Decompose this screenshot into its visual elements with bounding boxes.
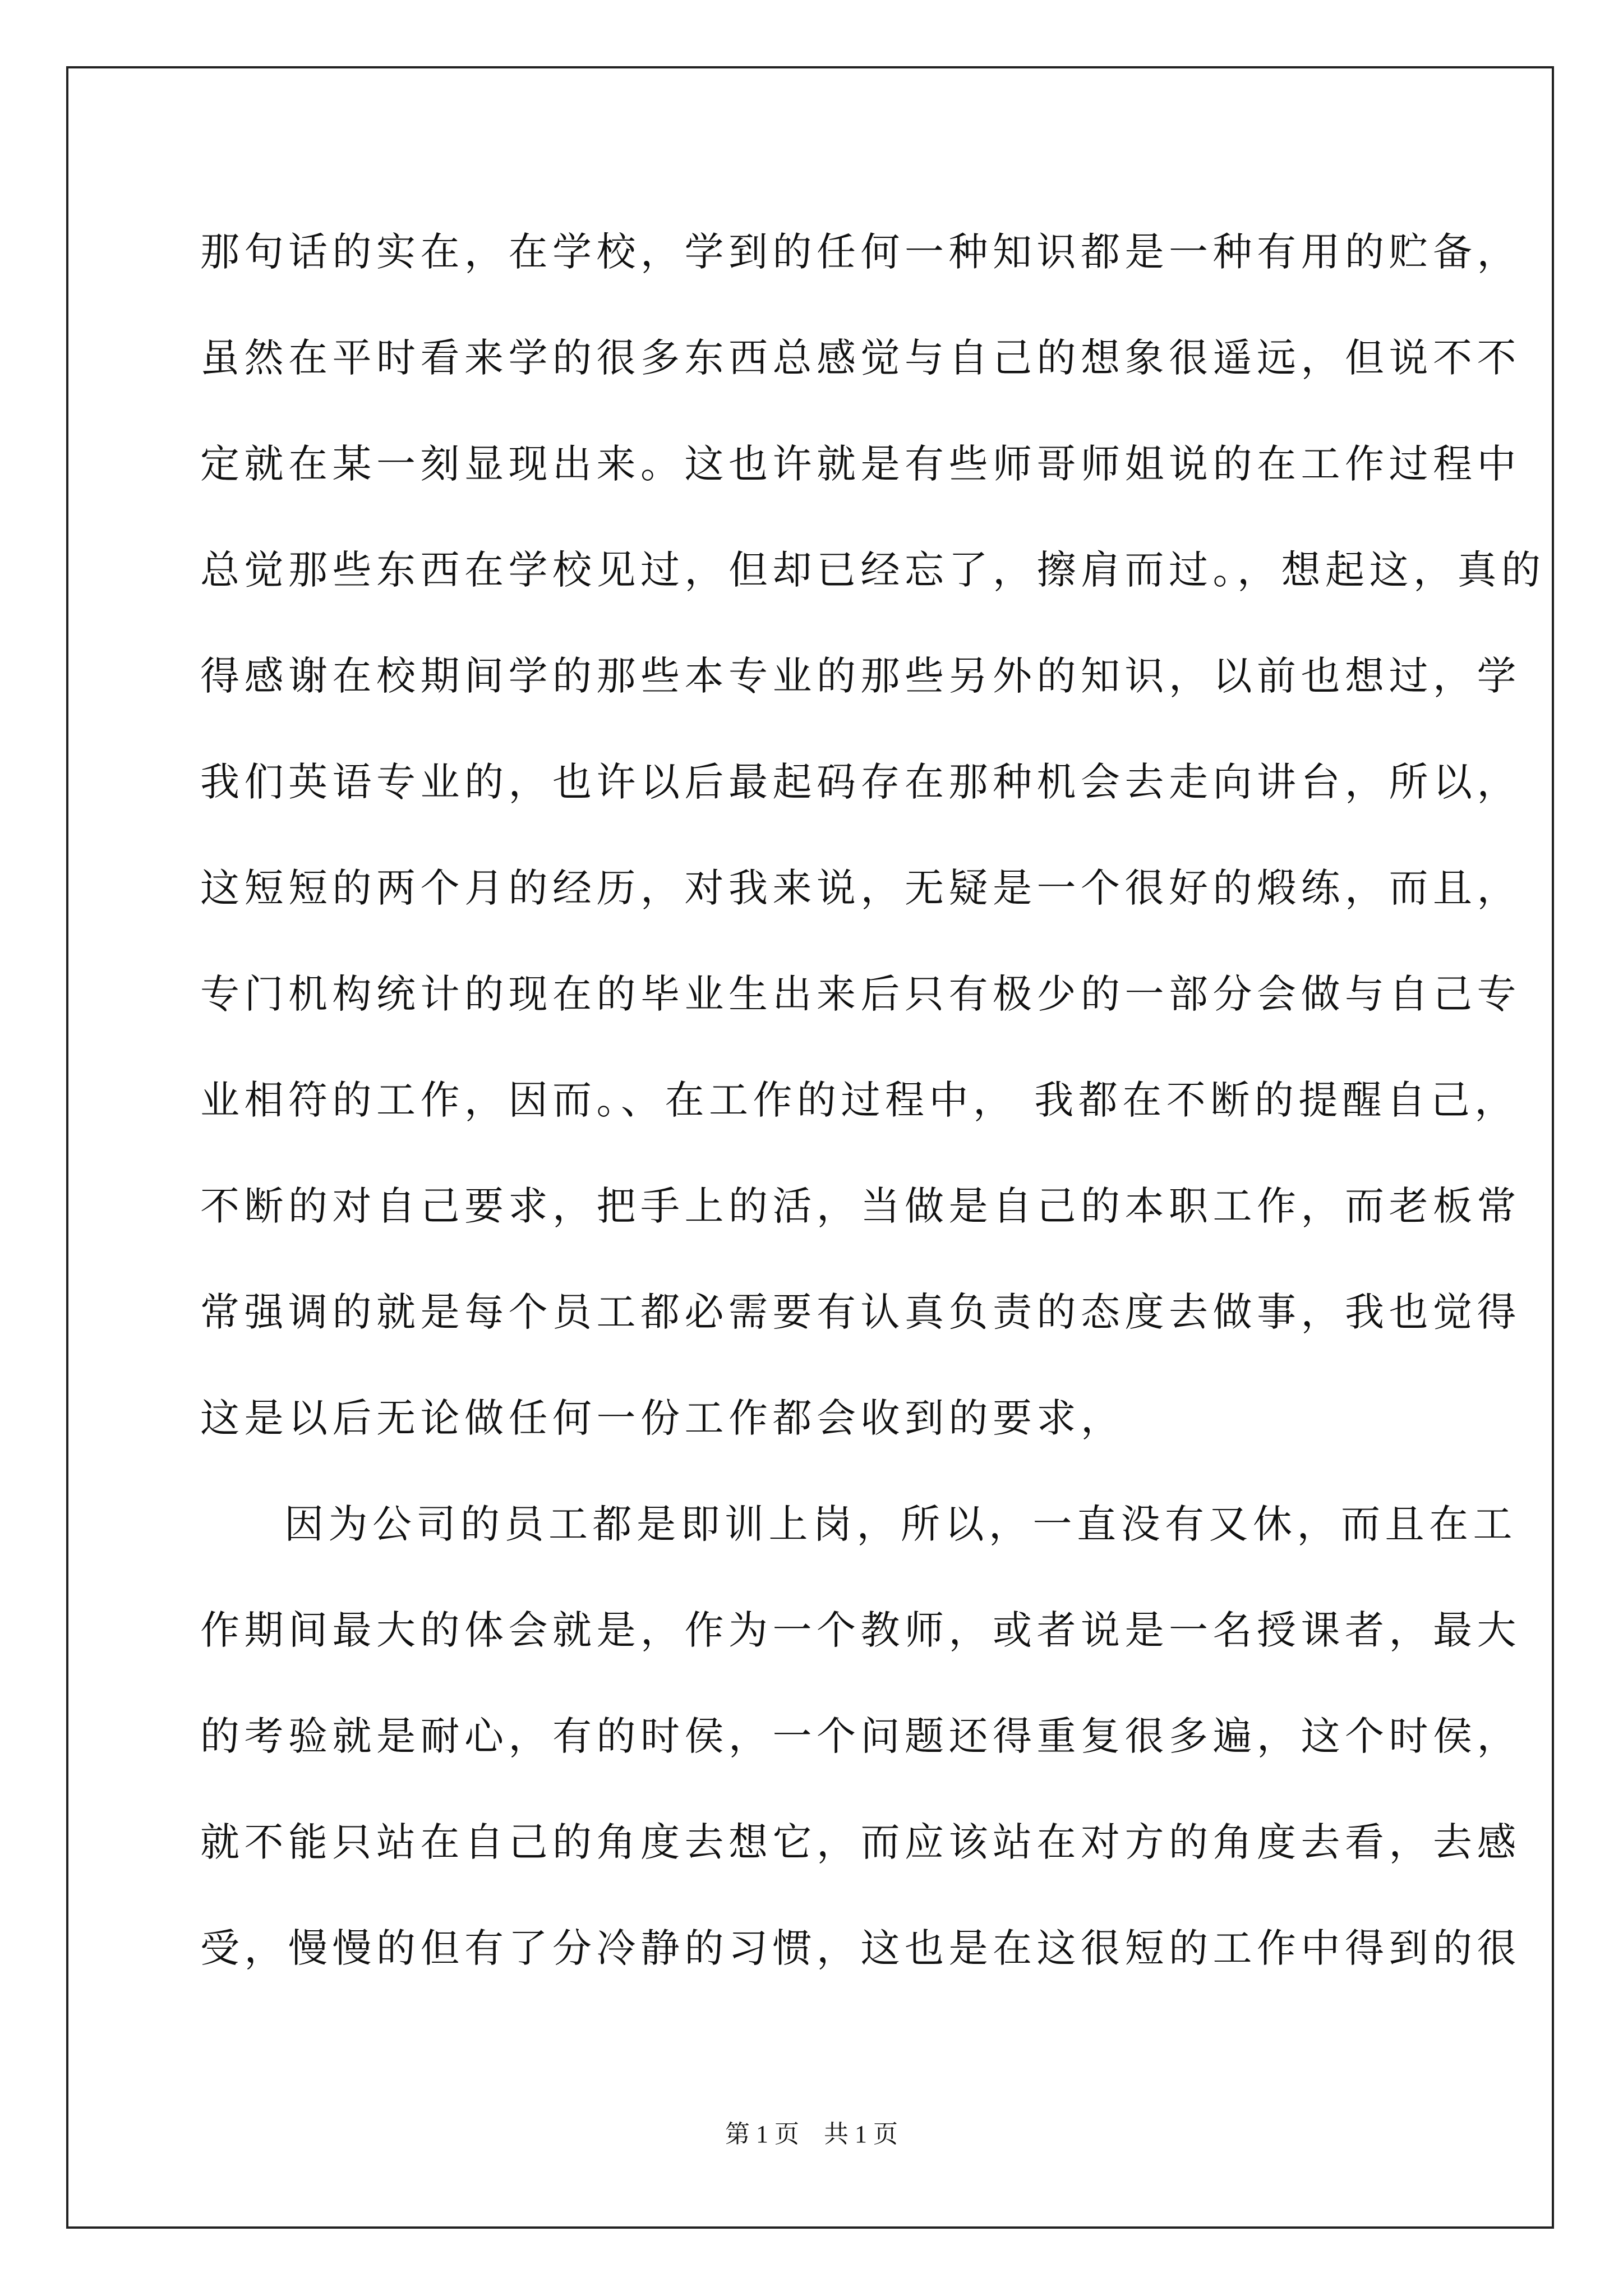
text-line: 虽然在平时看来学的很多东西总感觉与自己的想象很遥远，但说不不	[200, 335, 1521, 381]
text-line: 这短短的两个月的经历，对我来说，无疑是一个很好的煅练，而且，	[200, 865, 1521, 911]
text-line: 就不能只站在自己的角度去想它，而应该站在对方的角度去看，去感	[200, 1819, 1521, 1865]
text-line: 受，慢慢的但有了分冷静的习惯，这也是在这很短的工作中得到的很	[200, 1925, 1521, 1971]
text-line: 专门机构统计的现在的毕业生出来后只有极少的一部分会做与自己专	[200, 971, 1521, 1017]
body-text	[200, 199, 1546, 2001]
text-line: 我们英语专业的，也许以后最起码存在那种机会去走向讲台，所以，	[200, 759, 1521, 805]
text-line: 作期间最大的体会就是，作为一个教师，或者说是一名授课者，最大	[200, 1607, 1521, 1653]
paragraph-first-line: 因为公司的员工都是即训上岗，所以，一直没有又休，而且在工	[284, 1501, 1517, 1547]
text-line: 总觉那些东西在学校见过，但却已经忘了，擦肩而过。，想起这，真的	[200, 547, 1546, 593]
text-line: 不断的对自己要求，把手上的活，当做是自己的本职工作，而老板常	[200, 1183, 1521, 1229]
text-line: 常强调的就是每个员工都必需要有认真负责的态度去做事，我也觉得	[200, 1289, 1521, 1335]
text-line: 的考验就是耐心，有的时侯，一个问题还得重复很多遍，这个时侯，	[200, 1713, 1521, 1759]
text-line: 那句话的实在，在学校，学到的任何一种知识都是一种有用的贮备，	[200, 229, 1521, 275]
text-line: 定就在某一刻显现出来。这也许就是有些师哥师姐说的在工作过程中	[200, 441, 1521, 487]
text-line: 业相符的工作，因而。、在工作的过程中， 我都在不断的提醒自己，	[200, 1077, 1519, 1123]
page-footer: 第 1 页 共 1 页	[725, 2120, 898, 2148]
text-line: 得感谢在校期间学的那些本专业的那些另外的知识，以前也想过，学	[200, 653, 1521, 699]
text-line: 这是以后无论做任何一份工作都会收到的要求，	[200, 1395, 1125, 1441]
